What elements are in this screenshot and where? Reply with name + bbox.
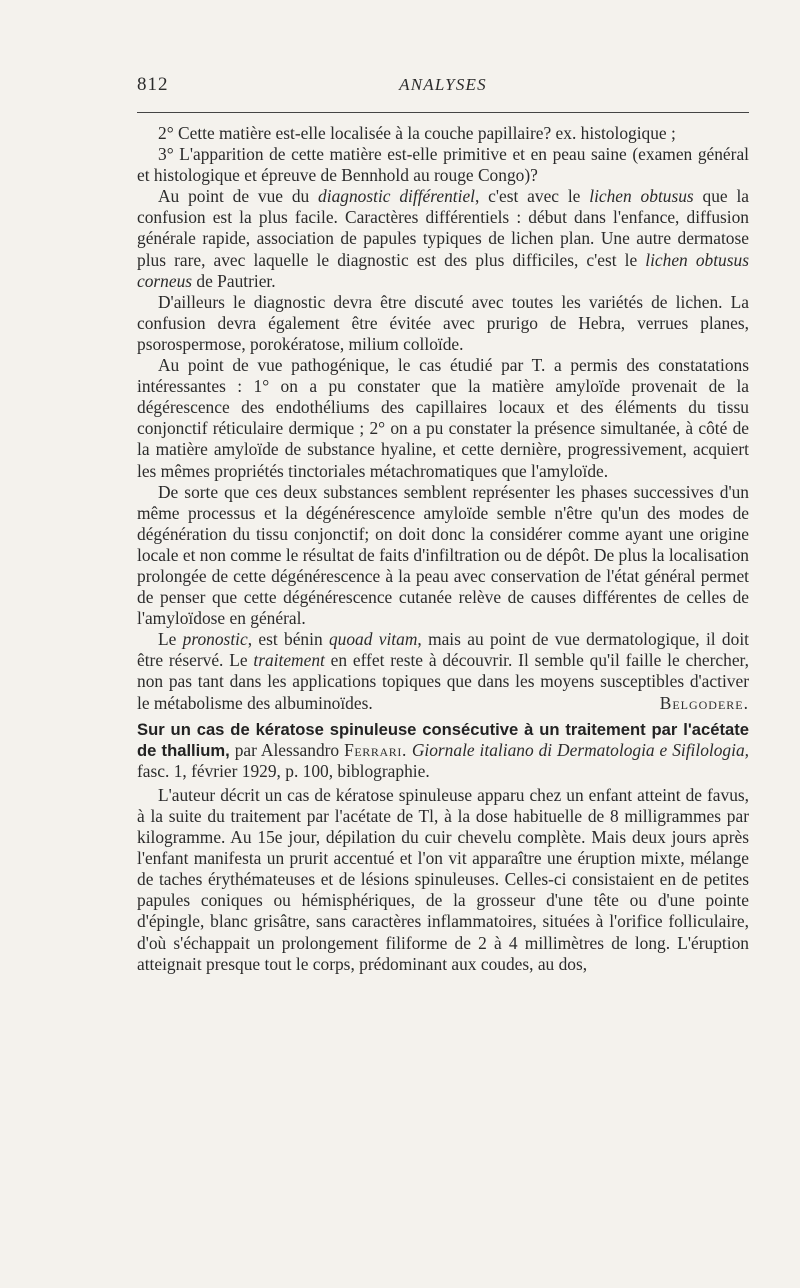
article-review [137, 719, 749, 975]
paragraph-text: 3° L'apparition de cette matière est-elle primitive et en peau saine (examen général et histologique et épreuve de Bennhold au rouge Congo)? [137, 144, 749, 186]
italic-term: pronostic [182, 629, 248, 650]
paragraph-question-2 [137, 123, 749, 144]
article-reference: fasc. 1, février 1929, p. 100, biblographie. [137, 760, 430, 781]
italic-term: lichen obtusus [589, 186, 694, 207]
article-by: par Alessandro [229, 739, 345, 760]
paragraph-text: Au point de vue du [158, 186, 319, 207]
paragraph-question-3 [137, 144, 749, 186]
paragraph-text: que la confusion est la plus facile. Caractères différentiels : début dans l'enfance, diffusion générale rapide, association de papules typiques de lichen plan. Une autre dermatose plus rare, avec laquelle le diagnostic est des plus difficiles, c'est le [137, 186, 750, 270]
paragraph-text: Le [158, 629, 183, 650]
paragraph-varieties [137, 292, 749, 355]
page-body [137, 123, 749, 975]
italic-term: quoad vitam [328, 629, 418, 650]
article-journal: Giornale italiano di Dermatologia e Sifilologia, [406, 739, 750, 760]
page-number: 812 [137, 74, 169, 95]
paragraph-text: L'auteur décrit un cas de kératose spinuleuse apparu chez un enfant atteint de favus, à la suite du traitement par l'acétate de Tl, à la dose habituelle de 8 milligrammes par kilogramme. Au 15e jour, dépilation du cuir chevelu complète. Mais deux jours après l'enfant manifesta un prurit accentué et l'on vit apparaître une éruption mixte, mélange de taches érythémateuses et de lésions spinuleuses. Celles-ci consistaient en de petites papules coniques ou hémisphériques, de la grosseur d'une tête ou d'une pointe d'épingle, blanc grisâtre, sans caractères inflammatoires, situées à l'orifice folliculaire, d'où s'échappait un prolongement filiforme de 2 à 4 millimètres de long. L'éruption atteignait presque tout le corps, prédominant aux coudes, au dos, [137, 784, 749, 974]
italic-term: lichen obtusus corneus [137, 249, 749, 291]
paragraph-text: De sorte que ces deux substances semblent représenter les phases successives d'un même processus et la dégénérescence amyloïde semble n'être qu'un des modes de dégénération du tissu conjonctif; on doit donc la considérer comme ayant une origine locale et non comme le résultat de faits d'infiltration ou de dépôt. De plus la localisation prolongée de cette dégénérescence à la peau avec conservation de l'état général permet de penser que cette dégénérescence cutanée relève de causes différentes de celles de l'amyloïdose en général. [137, 481, 749, 629]
paragraph-text: , mais au point de vue dermatologique, il doit être réservé. Le [137, 629, 749, 671]
paragraph-substances [137, 482, 749, 630]
paragraph-pathogenique [137, 355, 749, 482]
running-head: ANALYSES [399, 75, 487, 94]
italic-term: traitement [253, 650, 325, 671]
paragraph-text: , c'est avec le [475, 186, 590, 207]
page-header [137, 74, 749, 100]
article-author: Ferrari. [344, 739, 407, 760]
article-heading [137, 719, 749, 782]
article-body [137, 785, 749, 975]
paragraph-diagnostic [137, 186, 749, 291]
paragraph-text: de Pautrier. [192, 270, 276, 291]
paragraph-text: D'ailleurs le diagnostic devra être discuté avec toutes les variétés de lichen. La confusion devra également être évitée avec prurigo de Hebra, verrues planes, psorospermose, porokératose, milium colloïde. [137, 291, 749, 354]
italic-term: diagnostic différentiel [318, 186, 475, 207]
article-title: Sur un cas de kératose spinuleuse consécutive à un traitement par l'acétate de thallium, [137, 719, 749, 760]
paragraph-text: , est bénin [247, 629, 329, 650]
paragraph-pronostic [137, 629, 749, 713]
paragraph-text: 2° Cette matière est-elle localisée à la couche papillaire? ex. histologique ; [158, 123, 676, 143]
paragraph-text: Au point de vue pathogénique, le cas étudié par T. a permis des constatations intéressantes : 1° on a pu constater que la matière amyloïde provenait de la dégérescence des endothéliums des capillaires locaux et des éléments du tissu conjonctif réticulaire dermique ; 2° on a pu constater la présence simultanée, à côté de la matière amyloïde de substance hyaline, et cette dernière, progressivement, acquiert les mêmes propriétés tinctoriales métachromatiques que l'amyloïde. [137, 355, 749, 481]
paragraph-text: en effet reste à découvrir. Il semble qu'il faille le chercher, non pas tant dans les applications topiques que dans les moyens susceptibles d'activer le métabolisme des albuminoïdes. [137, 650, 750, 713]
reviewer-signature: Belgodere. [659, 692, 749, 713]
header-rule [137, 112, 749, 113]
